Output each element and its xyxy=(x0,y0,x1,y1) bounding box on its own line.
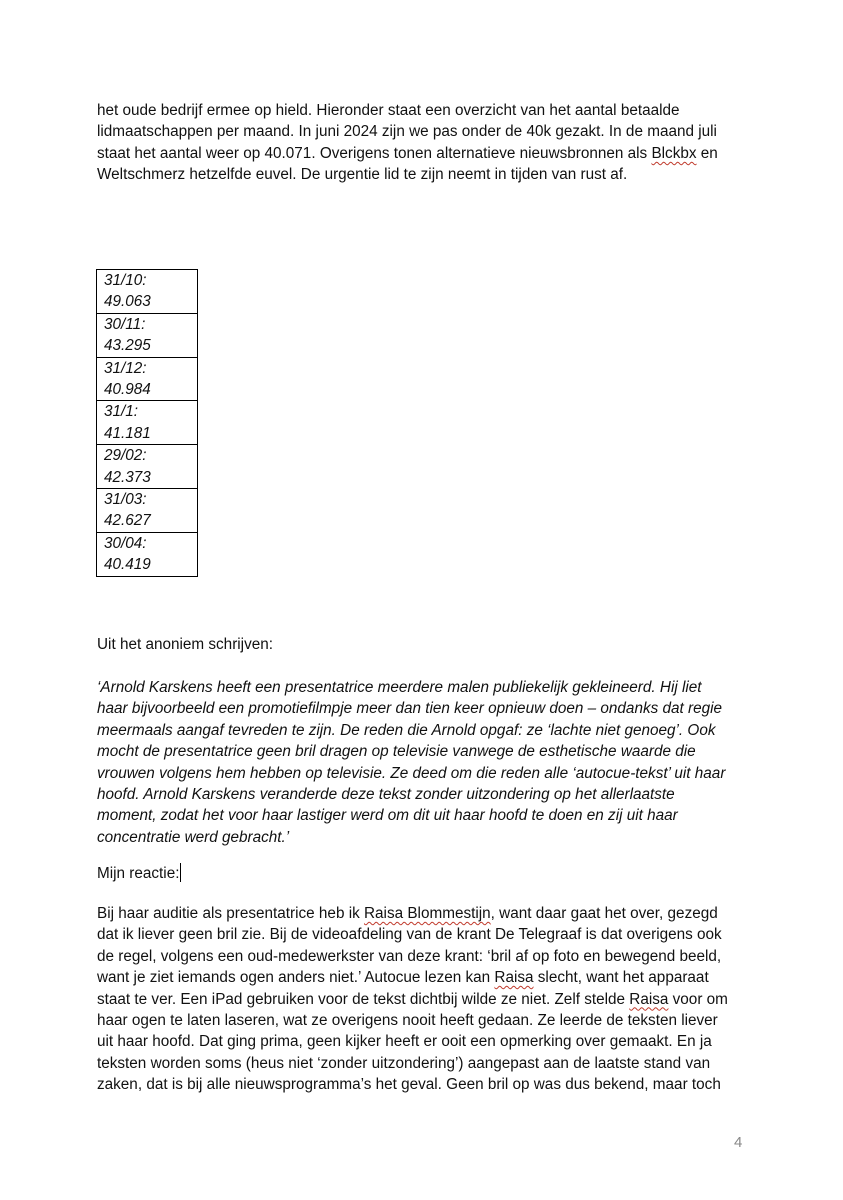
reaction-heading[interactable]: Mijn reactie: xyxy=(97,865,180,882)
text-line: Bij haar auditie als presentatrice heb ik Raisa Blommestijn, want daar gaat het over, gezegd xyxy=(97,905,718,922)
misspelled-word[interactable]: Blckbx xyxy=(651,144,697,162)
misspelled-word[interactable]: Raisa Blommestijn xyxy=(364,905,491,922)
quote-paragraph xyxy=(97,677,757,848)
text-line: teksten worden soms (heus niet ‘zonder uitzondering’) aangepast aan de laatste stand van xyxy=(97,1054,711,1072)
text-cursor xyxy=(180,863,181,882)
text-line: Weltschmerz hetzelfde euvel. De urgentie lid te zijn neemt in tijden van rust af. xyxy=(97,166,628,184)
quote-intro: Uit het anoniem schrijven: xyxy=(97,636,273,653)
quote-line: mocht de presentatrice geen bril dragen op televisie vanwege de esthetische waarde die xyxy=(97,743,696,761)
text-line: uit haar hoofd. Dat ging prima, geen kijker heeft er ooit een opmerking over gemaakt. En ja xyxy=(97,1033,712,1051)
table-cell: 31/03: 42.627 xyxy=(97,489,198,533)
table-row xyxy=(97,313,198,357)
quote-line: moment, zodat het voor haar lastiger werd om dit uit haar hoofd te doen en zij uit haar xyxy=(97,807,678,825)
text-line: haar ogen te laten laseren, wat ze overigens nooit heeft gedaan. Ze leerde de teksten liever xyxy=(97,1012,718,1030)
page-number: 4 xyxy=(734,1134,743,1151)
table-cell: 31/1: 41.181 xyxy=(97,401,198,445)
text-line: staat te ver. Een iPad gebruiken voor de tekst dichtbij wilde ze niet. Zelf stelde Raisa voor om xyxy=(97,990,728,1008)
reaction-paragraph xyxy=(97,903,757,1096)
table-row xyxy=(97,489,198,533)
table-row xyxy=(97,357,198,401)
quote-line: concentratie werd gebracht.’ xyxy=(97,828,290,846)
text-line: het oude bedrijf ermee op hield. Hieronder staat een overzicht van het aantal betaalde xyxy=(97,102,680,119)
intro-paragraph xyxy=(97,100,757,186)
text-line: zaken, dat is bij alle nieuwsprogramma’s het geval. Geen bril op was dus bekend, maar toch xyxy=(97,1076,721,1094)
quote-line: meermaals aangaf tevreden te zijn. De reden die Arnold opgaf: ze ‘lachte niet genoeg’. Ook xyxy=(97,721,716,739)
table-row xyxy=(97,401,198,445)
table-cell: 31/10: 49.063 xyxy=(97,270,198,314)
misspelled-word[interactable]: Raisa xyxy=(494,969,534,987)
text-line: dat ik liever geen bril zie. Bij de videoafdeling van de krant De Telegraaf is dat overigens ook xyxy=(97,926,722,944)
table-row xyxy=(97,532,198,576)
text-line: de regel, volgens een oud-medewerkster van deze krant: ‘bril af op foto en bewegend beeld, xyxy=(97,947,722,965)
text-line: staat het aantal weer op 40.071. Overigens tonen alternatieve nieuwsbronnen als Blckbx en xyxy=(97,144,718,162)
misspelled-word[interactable]: Raisa xyxy=(629,990,669,1008)
quote-line: ‘Arnold Karskens heeft een presentatrice meerdere malen publiekelijk gekleineerd. Hij liet xyxy=(97,679,702,696)
table-cell: 30/11: 43.295 xyxy=(97,313,198,357)
quote-line: vrouwen volgens hem hebben op televisie. Ze deed om die reden alle ‘autocue-tekst’ uit haar xyxy=(97,764,726,782)
table-cell: 31/12: 40.984 xyxy=(97,357,198,401)
table-cell: 30/04: 40.419 xyxy=(97,532,198,576)
quote-line: haar bijvoorbeeld een promotiefilmpje meer dan tien keer opnieuw doen – ondanks dat regie xyxy=(97,700,723,718)
text-line: lidmaatschappen per maand. In juni 2024 zijn we pas onder de 40k gezakt. In de maand juli xyxy=(97,123,717,141)
membership-table xyxy=(96,269,198,577)
table-row xyxy=(97,445,198,489)
table-cell: 29/02: 42.373 xyxy=(97,445,198,489)
table-row xyxy=(97,270,198,314)
text-line: want je ziet iemands ogen anders niet.’ Autocue lezen kan Raisa slecht, want het apparaat xyxy=(97,969,709,987)
quote-line: hoofd. Arnold Karskens veranderde deze tekst zonder uitzondering op het allerlaatste xyxy=(97,786,675,804)
